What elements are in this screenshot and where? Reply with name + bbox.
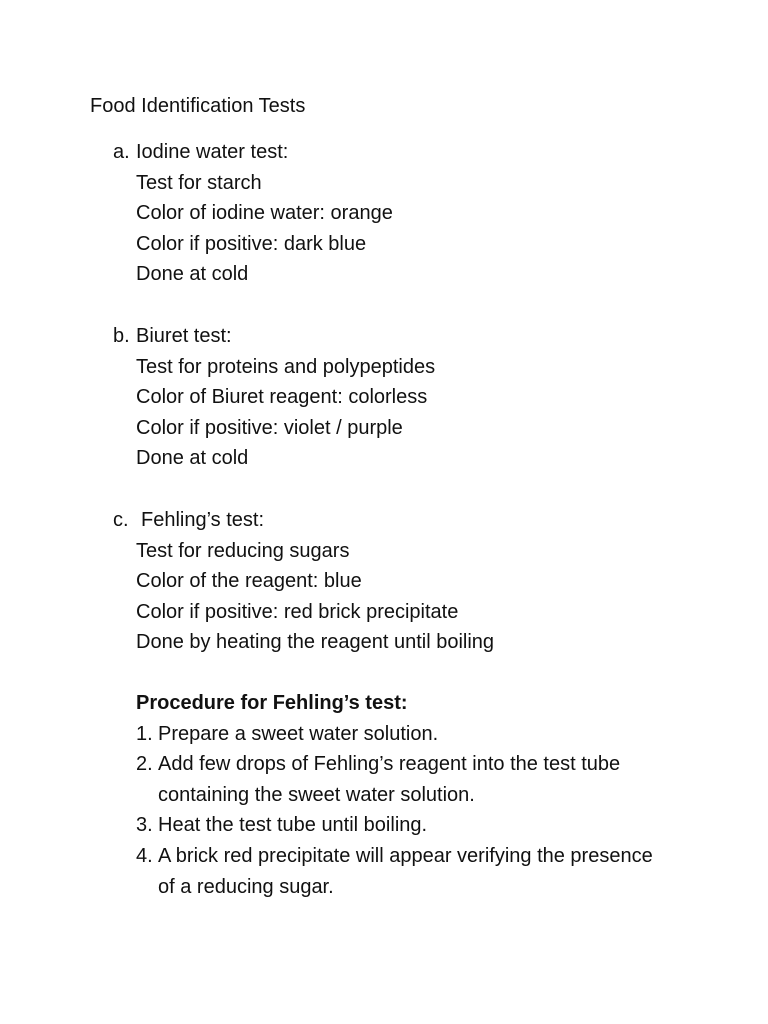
- procedure-step: [136, 749, 656, 810]
- section-marker: b.: [113, 325, 130, 347]
- section-lines: [136, 536, 494, 658]
- section-marker: c.: [113, 509, 129, 531]
- section-heading: Fehling’s test:: [141, 509, 265, 531]
- procedure-title: Procedure for Fehling’s test:: [136, 692, 408, 714]
- section-line: Color if positive: red brick precipitate: [136, 600, 459, 623]
- procedure-step: [136, 719, 656, 750]
- step-number: 1.: [136, 722, 153, 745]
- section-line: Test for proteins and polypeptides: [136, 355, 436, 378]
- procedure-steps: [136, 719, 656, 903]
- section-lines: [136, 168, 393, 290]
- section-heading: Iodine water test:: [136, 141, 289, 163]
- step-number: 4.: [136, 844, 153, 867]
- document-title: Food Identification Tests: [90, 95, 306, 117]
- section-line: Color of Biuret reagent: colorless: [136, 386, 428, 409]
- step-text: Add few drops of Fehling’s reagent into the test tube containing the sweet water solution.: [158, 753, 621, 806]
- section-line: Test for reducing sugars: [136, 539, 350, 562]
- section-line: Color if positive: dark blue: [136, 232, 367, 255]
- section-line: Color of iodine water: orange: [136, 202, 393, 225]
- step-number: 3.: [136, 814, 153, 837]
- step-text: Prepare a sweet water solution.: [158, 722, 439, 745]
- section-line: Color of the reagent: blue: [136, 570, 362, 593]
- section-line: Test for starch: [136, 171, 262, 194]
- section-line: Color if positive: violet / purple: [136, 416, 403, 439]
- procedure-step: [136, 810, 656, 841]
- section-marker: a.: [113, 141, 130, 163]
- procedure-step: [136, 841, 656, 902]
- section-line: Done at cold: [136, 263, 249, 286]
- section-line: Done by heating the reagent until boiling: [136, 631, 495, 654]
- step-number: 2.: [136, 753, 153, 776]
- section-line: Done at cold: [136, 447, 249, 470]
- section-lines: [136, 352, 435, 474]
- section-heading: Biuret test:: [136, 325, 232, 347]
- step-text: A brick red precipitate will appear verifying the presence of a reducing sugar.: [158, 844, 653, 898]
- step-text: Heat the test tube until boiling.: [158, 814, 428, 837]
